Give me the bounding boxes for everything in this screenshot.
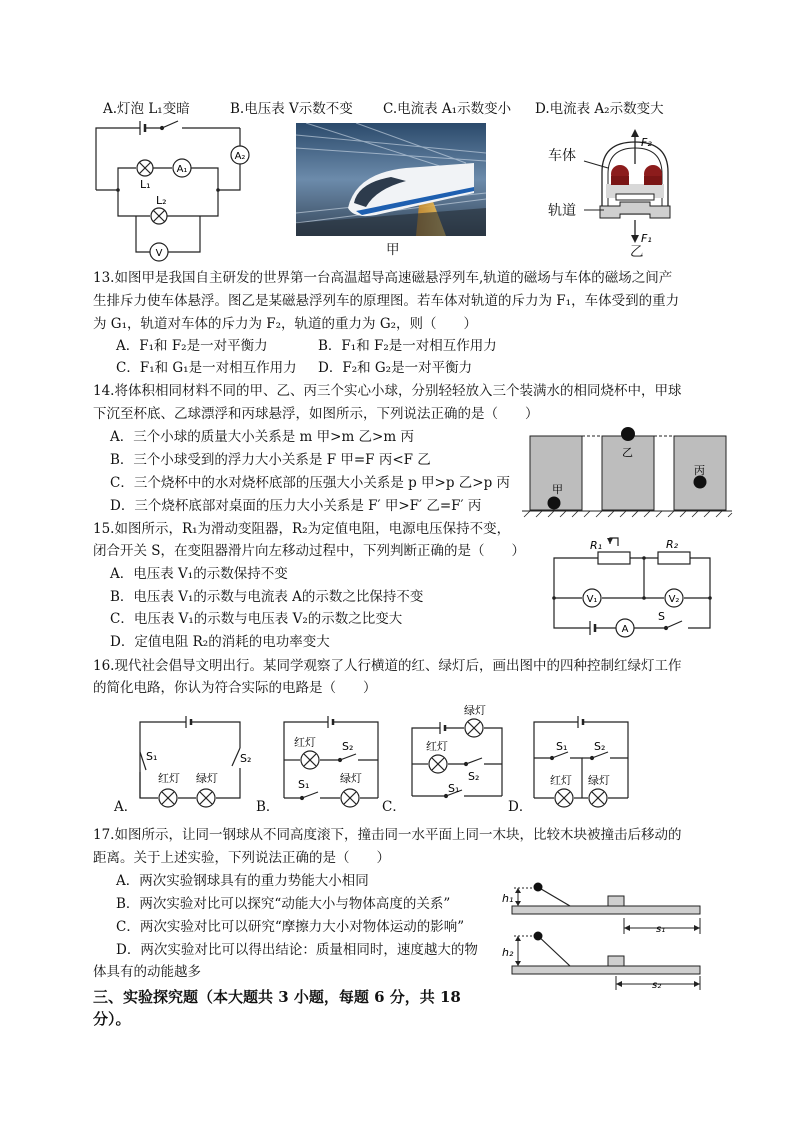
q13-stem-line3: 为 G₁，轨道对车体的斥力为 F₂，轨道的重力为 G₂，则（ ） — [93, 316, 478, 332]
ball-yi-label: 乙 — [622, 446, 633, 459]
q13-option-c: C．F₁和 G₁是一对相互作用力 — [116, 360, 297, 376]
q16c-s2-label: S₂ — [468, 770, 480, 783]
q14-stem-line1: 14.将体积相同材料不同的甲、乙、丙三个实心小球，分别轻轻放入三个装满水的相同烧杯中，甲球 — [93, 383, 682, 399]
q14-option-b: B．三个小球受到的浮力大小关系是 F 甲=F 丙<F 乙 — [110, 452, 431, 468]
v1-label: V₁ — [586, 594, 598, 605]
q14-stem-line2: 下沉至杯底、乙球漂浮和丙球悬浮，如图所示，下列说法正确的是（ ） — [93, 406, 539, 422]
q12-option-b: B.电压表 V示数不变 — [230, 101, 353, 117]
q12-circuit-figure — [90, 118, 260, 268]
q15-option-d: D．定值电阻 R₂的消耗的电功率变大 — [110, 634, 330, 650]
q16b-s1-label: S₁ — [298, 778, 310, 791]
figure-jia-label: 甲 — [386, 242, 400, 258]
q12-voltmeter-label: V — [155, 248, 163, 259]
q14-option-d: D．三个烧杯底部对桌面的压力大小关系是 F′ 甲>F′ 乙=F′ 丙 — [110, 498, 482, 514]
q16-stem-line1: 16.现代社会倡导文明出行。某同学观察了人行横道的红、绿灯后，画出图中的四种控制红绿灯工作 — [93, 658, 682, 674]
r2-label: R₂ — [666, 538, 679, 551]
q16c-s1-label: S₁ — [448, 782, 460, 795]
q17-stem-line2: 距离。关于上述实验，下列说法正确的是（ ） — [93, 850, 390, 866]
force-f1-label: F₁ — [641, 232, 652, 245]
q14-option-a: A．三个小球的质量大小关系是 m 甲>m 乙>m 丙 — [110, 429, 414, 445]
distance-s1-label: s₁ — [656, 924, 666, 935]
r1-label: R₁ — [590, 539, 603, 552]
q16-circuit-b — [278, 712, 386, 812]
force-f2-label: F₂ — [641, 136, 652, 149]
q14-beakers-figure — [522, 426, 732, 520]
q16d-red-label: 红灯 — [550, 774, 572, 787]
track-label: 轨道 — [548, 203, 576, 219]
q16-label-b: B． — [256, 799, 280, 815]
q16c-green-label: 绿灯 — [464, 704, 486, 717]
q12-option-a: A.灯泡 L₁变暗 — [103, 101, 190, 117]
q13-stem-line2: 生排斥力使车体悬浮。图乙是某磁悬浮列车的原理图。若车体对轨道的斥力为 F₁，车体受到的重力 — [93, 293, 680, 309]
q13-option-a: A．F₁和 F₂是一对平衡力 — [116, 338, 268, 354]
q12-lamp-l1-label: L₁ — [140, 178, 151, 191]
q16-label-d: D． — [508, 799, 533, 815]
q13-stem-line1: 13.如图甲是我国自主研发的世界第一台高温超导高速磁悬浮列车,轨道的磁场与车体的磁场之间产 — [93, 270, 673, 286]
q16-label-c: C． — [382, 799, 406, 815]
q17-option-c: C．两次实验对比可以研究“摩擦力大小对物体运动的影响” — [116, 919, 465, 935]
q16-stem-line2: 的简化电路，你认为符合实际的电路是（ ） — [93, 680, 377, 696]
ammeter-a-label: A — [621, 624, 629, 635]
q14-option-c: C．三个烧杯中的水对烧杯底部的压强大小关系是 p 甲>p 乙>p 丙 — [110, 475, 511, 491]
q16a-s2-label: S₂ — [240, 752, 252, 765]
q15-circuit-figure — [548, 532, 718, 642]
q16b-red-label: 红灯 — [294, 736, 316, 749]
q16d-s1-label: S₁ — [556, 740, 568, 753]
v2-label: V₂ — [668, 594, 680, 605]
q16-circuit-c — [404, 700, 510, 810]
q17-stem-line1: 17.如图所示，让同一钢球从不同高度滚下，撞击同一水平面上同一木块，比较木块被撞击后移动的 — [93, 827, 682, 843]
distance-s2-label: s₂ — [652, 980, 662, 991]
height-h2-label: h₂ — [502, 946, 514, 959]
q16c-red-label: 红灯 — [426, 740, 448, 753]
q16d-green-label: 绿灯 — [588, 774, 610, 787]
q12-ammeter-a1-label: A₁ — [176, 164, 188, 175]
q16a-red-label: 红灯 — [158, 772, 180, 785]
q15-option-b: B．电压表 V₁的示数与电流表 A的示数之比保持不变 — [110, 589, 424, 605]
q13-option-d: D．F₂和 G₂是一对平衡力 — [318, 360, 473, 376]
q16b-green-label: 绿灯 — [340, 772, 362, 785]
q15-option-c: C．电压表 V₁的示数与电压表 V₂的示数之比变大 — [110, 611, 403, 627]
q17-option-d-cont: 体具有的动能越多 — [93, 964, 201, 980]
q16-circuit-d — [530, 712, 634, 812]
q17-option-d: D．两次实验对比可以得出结论：质量相同时，速度越大的物 — [116, 942, 478, 958]
q16b-s2-label: S₂ — [342, 740, 354, 753]
q15-stem-line1: 15.如图所示，R₁为滑动变阻器，R₂为定值电阻，电源电压保持不变， — [93, 521, 511, 537]
figure-yi-label: 乙 — [630, 244, 644, 260]
q12-option-d: D.电流表 A₂示数变大 — [535, 101, 664, 117]
q15-stem-line2: 闭合开关 S，在变阻器滑片向左移动过程中，下列判断正确的是（ ） — [93, 543, 526, 559]
q12-lamp-l2-label: L₂ — [156, 194, 167, 207]
q12-option-c: C.电流表 A₁示数变小 — [383, 101, 512, 117]
q15-option-a: A．电压表 V₁的示数保持不变 — [110, 566, 288, 582]
q17-option-a: A．两次实验钢球具有的重力势能大小相同 — [116, 873, 369, 889]
section-3-heading: 三、实验探究题（本大题共 3 小题，每题 6 分，共 18 — [93, 988, 461, 1006]
height-h1-label: h₁ — [502, 892, 514, 905]
q17-ramp-figure — [496, 878, 706, 992]
ball-bing-label: 丙 — [694, 464, 705, 477]
q13-option-b: B．F₁和 F₂是一对相互作用力 — [318, 338, 497, 354]
q16d-s2-label: S₂ — [594, 740, 606, 753]
q17-option-b: B．两次实验对比可以探究“动能大小与物体高度的关系” — [116, 896, 451, 912]
maglev-train-photo — [296, 123, 486, 236]
q16a-green-label: 绿灯 — [196, 772, 218, 785]
ball-jia-label: 甲 — [552, 483, 563, 496]
section-3-heading-cont: 分）。 — [93, 1010, 131, 1028]
q16a-s1-label: S₁ — [146, 750, 158, 763]
car-body-label: 车体 — [548, 148, 576, 164]
switch-s-label: S — [658, 610, 665, 623]
q16-circuit-a — [128, 712, 252, 812]
q12-ammeter-a2-label: A₂ — [234, 151, 246, 162]
q16-label-a: A． — [114, 799, 138, 815]
